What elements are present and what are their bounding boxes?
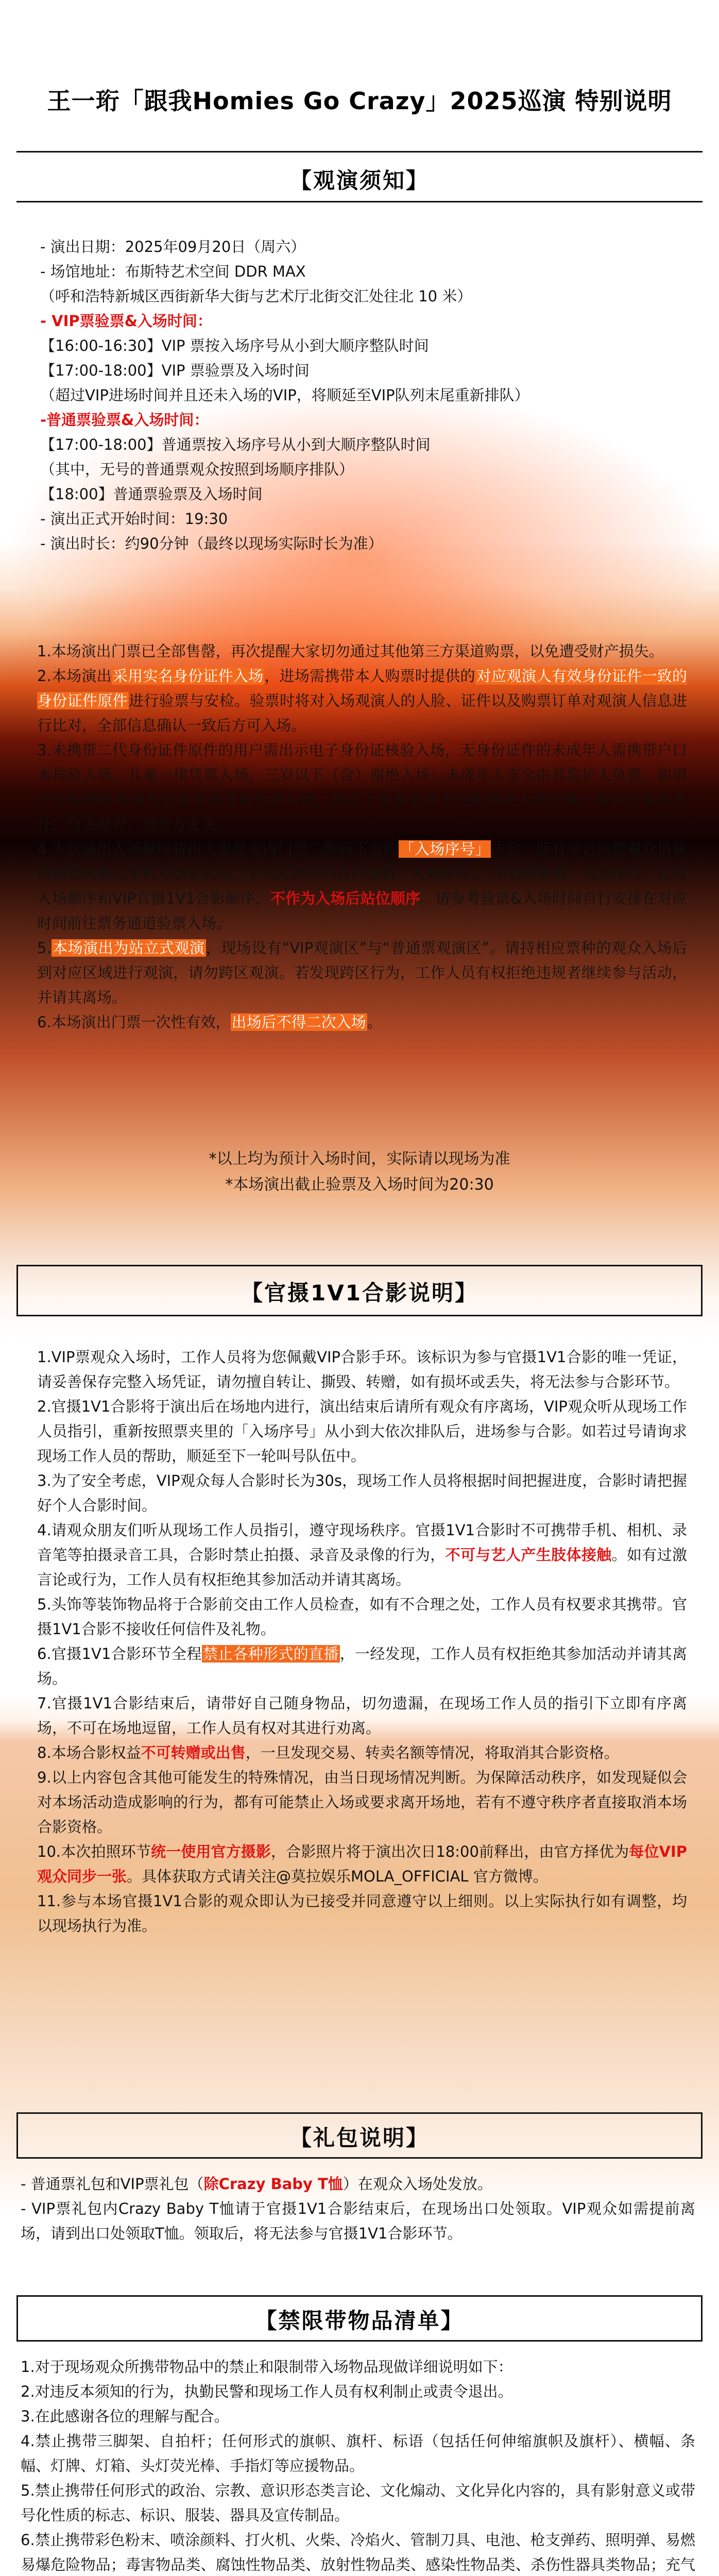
notice-info-line: 【16:00-16:30】VIP 票按入场序号从小到大顺序整队时间 bbox=[40, 337, 429, 354]
banned-item: 1.对于现场观众所携带物品中的禁止和限制带入场物品现做详细说明如下： bbox=[21, 2358, 513, 2376]
notice-note-2: *本场演出截止验票及入场时间为20:30 bbox=[225, 1176, 494, 1194]
gift-list bbox=[21, 2172, 695, 2246]
photo-rule-10: 10.本次拍照环节统一使用官方摄影，合影照片将于演出次日18:00前释出，由官方择优为每位VIP观众同步一张。具体获取方式请关注@莫拉娱乐MOLA_OFFICIAL 官方微博。 bbox=[37, 1843, 687, 1885]
notice-info-list bbox=[40, 234, 689, 556]
notice-rule-6: 6.本场演出门票一次性有效，出场后不得二次入场。 bbox=[37, 1013, 382, 1031]
notice-info-line: - 场馆地址：布斯特艺术空间 DDR MAX bbox=[40, 263, 306, 280]
notice-info-line: -普通票验票&入场时间： bbox=[40, 411, 209, 429]
section-divider bbox=[16, 201, 703, 202]
photo-rule-7: 7.官摄1V1合影结束后，请带好自己随身物品，切勿遗漏，在现场工作人员的指引下立即有序离场，不可在场地逗留，工作人员有权对其进行劝离。 bbox=[37, 1694, 687, 1737]
notice-info-line: （超过VIP进场时间并且还未入场的VIP，将顺延至VIP队列末尾重新排队） bbox=[40, 386, 529, 404]
gift-heading: 【礼包说明】 bbox=[289, 2125, 429, 2150]
section-divider bbox=[16, 151, 703, 152]
notice-rule-2: 2.本场演出采用实名身份证件入场，进场需携带本人购票时提供的对应观演人有效身份证件一致的身份证件原件进行验票与安检。验票时将对入场观演人的人脸、证件以及购票订单对观演人信息进行比对，全部信息确认一致后方可入场。 bbox=[37, 667, 687, 734]
notice-notes bbox=[0, 1146, 719, 1198]
photo-rules bbox=[37, 1345, 687, 1938]
photo-rule-2: 2.官摄1V1合影将于演出后在场地内进行，演出结束后请所有观众有序离场，VIP观众听从现场工作人员指引，重新按照票夹里的「入场序号」从小到大依次排队后，进场参与合影。如若过号请询求现场工作人员的帮助，顺延至下一轮叫号队伍中。 bbox=[37, 1398, 687, 1465]
notice-rule-4: 4.本次演出入场顺序将由大麦票夹内门票二维码下方的「入场序号」决定，所有平台购票观众请使用购票观演人手机号登录大麦，于大麦票夹内自行查看「入场序号」。所有票种的「入场序号」仅为入场顺序和VIP官摄1V1合影顺序，不作为入场后站位顺序。请参考验票&入场时间自行安排在对应时间前往票务通道验票入场。 bbox=[37, 840, 687, 932]
photo-rule-1: 1.VIP票观众入场时，工作人员将为您佩戴VIP合影手环。该标识为参与官摄1V1合影的唯一凭证，请妥善保存完整入场凭证，请勿擅自转让、撕毁、转赠，如有损坏或丢失，将无法参与合影环节。 bbox=[37, 1348, 687, 1391]
notice-info-line: - 演出时长：约90分钟（最终以现场实际时长为准） bbox=[40, 535, 383, 552]
notice-info-line: - VIP票验票&入场时间： bbox=[40, 312, 212, 330]
photo-rule-11: 11.参与本场官摄1V1合影的观众即认为已接受并同意遵守以上细则。以上实际执行如有调整，均以现场执行为准。 bbox=[37, 1892, 687, 1935]
gift-item-1: - 普通票礼包和VIP票礼包（除Crazy Baby T恤）在观众入场处发放。 bbox=[21, 2175, 492, 2193]
notice-info-line: 【17:00-18:00】VIP 票验票及入场时间 bbox=[40, 362, 310, 379]
notice-rule-1: 1.本场演出门票已全部售罄，再次提醒大家切勿通过其他第三方渠道购票，以免遭受财产损失。 bbox=[37, 642, 664, 660]
photo-heading: 【官摄1V1合影说明】 bbox=[241, 1280, 478, 1306]
banned-item: 2.对违反本须知的行为，执勤民警和现场工作人员有权利制止或责令退出。 bbox=[21, 2383, 513, 2400]
notice-info-line: （呼和浩特新城区西街新华大街与艺术厅北街交汇处往北 10 米） bbox=[40, 287, 472, 305]
notice-rule-5: 5.本场演出为站立式观演，现场设有“VIP观演区”与“普通票观演区”。请持相应票种的观众入场后到对应区域进行观演，请勿跨区观演。若发现跨区行为，工作人员有权拒绝违规者继续参与活动，并请其离场。 bbox=[37, 939, 687, 1006]
banned-item: 5.禁止携带任何形式的政治、宗教、意识形态类言论、文化煽动、文化异化内容的，具有影射意义或带号化性质的标志、标识、服装、器具及宣传制品。 bbox=[21, 2482, 695, 2524]
photo-rule-8: 8.本场合影权益不可转赠或出售，一旦发现交易、转卖名额等情况，将取消其合影资格。 bbox=[37, 1744, 619, 1761]
photo-rule-9: 9.以上内容包含其他可能发生的特殊情况，由当日现场情况判断。为保障活动秩序，如发现疑似会对本场活动造成影响的行为，都有可能禁止入场或要求离开场地，若有不遵守秩序者直接取消本场合影资格。 bbox=[37, 1769, 687, 1836]
banned-item: 4.禁止携带三脚架、自拍杆；任何形式的旗帜、旗杆、标语（包括任何伸缩旗帜及旗杆）、横幅、条幅、灯牌、灯箱、头灯荧光棒、手指灯等应援物品。 bbox=[21, 2432, 695, 2475]
notice-heading: 【观演须知】 bbox=[289, 168, 429, 193]
photo-rule-3: 3.为了安全考虑，VIP观众每人合影时长为30s，现场工作人员将根据时间把握进度，合影时请把握好个人合影时间。 bbox=[37, 1472, 687, 1514]
banned-heading: 【禁限带物品清单】 bbox=[255, 2308, 464, 2333]
notice-rule-3: 3.未携带二代身份证件原件的用户需出示电子身份证核验入场，无身份证件的未成年人需携带户口本核验入场。儿童一律凭票入场，三岁以下（含）谢绝入场；未成年人安全由其监护人负责。如用户在购票时所填写信息有误导致无法入场，或以上任意信息不匹配造成入场失败，需自行承担责任，与主办方、票务方无关。 bbox=[37, 741, 687, 833]
banned-item: 3.在此感谢各位的理解与配合。 bbox=[21, 2408, 229, 2425]
notice-info-line: - 演出日期：2025年09月20日（周六） bbox=[40, 238, 306, 256]
notice-rules bbox=[37, 639, 687, 1035]
photo-rule-4: 4.请观众朋友们听从现场工作人员指引，遵守现场秩序。官摄1V1合影时不可携带手机、相机、录音笔等拍摄录音工具，合影时禁止拍摄、录音及录像的行为，不可与艺人产生肢体接触。如有过激言论或行为，工作人员有权拒绝其参加活动并请其离场。 bbox=[37, 1521, 687, 1588]
banned-item: 6.禁止携带彩色粉末、喷涂颜料、打火机、火柴、冷焰火、管制刀具、电池、枪支弹药、照明弹、易燃易爆危险物品；毒害物品类、腐蚀性物品类、放射性物品类、感染性物品类、杀伤性器具类物品；充气 bbox=[21, 2531, 695, 2573]
notice-info-line: （其中，无号的普通票观众按照到场顺序排队） bbox=[40, 461, 354, 478]
notice-note-1: *以上均为预计入场时间，实际请以现场为准 bbox=[209, 1150, 510, 1168]
notice-info-line: 【18:00】普通票验票及入场时间 bbox=[40, 485, 263, 503]
page-title: 王一珩「跟我Homies Go Crazy」2025巡演 特别说明 bbox=[47, 87, 672, 115]
photo-rule-5: 5.头饰等装饰物品将于合影前交由工作人员检查，如有不合理之处，工作人员有权要求其携带。官摄1V1合影不接收任何信件及礼物。 bbox=[37, 1596, 687, 1638]
notice-info-line: 【17:00-18:00】普通票按入场序号从小到大顺序整队时间 bbox=[40, 436, 431, 453]
photo-rule-6: 6.官摄1V1合影环节全程禁止各种形式的直播，一经发现，工作人员有权拒绝其参加活动并请其离场。 bbox=[37, 1645, 687, 1687]
banned-list bbox=[21, 2354, 695, 2576]
gift-item-2: - VIP票礼包内Crazy Baby T恤请于官摄1V1合影结束后，在现场出口处领取。VIP观众如需提前离场，请到出口处领取T恤。领取后，将无法参与官摄1V1合影环节。 bbox=[21, 2200, 695, 2242]
notice-info-line: - 演出正式开始时间：19:30 bbox=[40, 510, 228, 528]
